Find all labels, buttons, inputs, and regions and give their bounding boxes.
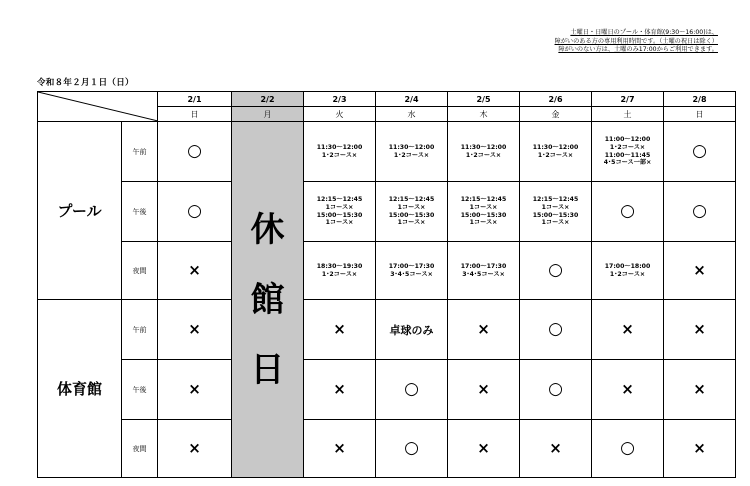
schedule-row [38, 182, 736, 242]
schedule-cell: ○ [520, 242, 592, 300]
schedule-cell: 17:00～18:00 1･2コース× [592, 242, 664, 300]
note-line-3: 障がいのない方は、土曜のみ17:00からご利用できます。 [558, 46, 718, 54]
day-dow-1: 月 [232, 107, 304, 122]
schedule-cell: × [664, 242, 736, 300]
date-label: 令和８年２月１日（日） [37, 78, 134, 88]
schedule-cell: × [448, 300, 520, 360]
schedule-cell: × [664, 420, 736, 478]
schedule-cell: × [664, 300, 736, 360]
schedule-cell: 12:15～12:45 1コース× 15:00～15:30 1コース× [520, 182, 592, 242]
schedule-cell: × [158, 360, 232, 420]
schedule-cell: 卓球のみ [376, 300, 448, 360]
schedule-cell: × [592, 300, 664, 360]
schedule-row [38, 420, 736, 478]
schedule-cell: ○ [158, 122, 232, 182]
schedule-cell: ○ [158, 182, 232, 242]
schedule-cell: × [304, 420, 376, 478]
note-line-1: 土曜日・日曜日のプール・体育館(9:30～16:00)は、 [570, 29, 718, 36]
schedule-cell: ○ [520, 300, 592, 360]
schedule-cell: × [304, 300, 376, 360]
schedule-cell: × [448, 420, 520, 478]
header-date-row [38, 92, 736, 107]
day-dow-6: 土 [592, 107, 664, 122]
schedule-row [38, 122, 736, 182]
schedule-cell: × [664, 360, 736, 420]
schedule-cell: × [158, 300, 232, 360]
header-corner [38, 92, 158, 122]
schedule-cell: 17:00～17:30 3･4･5コース× [448, 242, 520, 300]
schedule-cell: × [158, 242, 232, 300]
schedule-cell: 11:30～12:00 1･2コース× [376, 122, 448, 182]
day-date-2: 2/3 [304, 92, 376, 107]
day-dow-7: 日 [664, 107, 736, 122]
schedule-cell: × [520, 420, 592, 478]
schedule-table [37, 91, 736, 478]
schedule-cell: ○ [592, 420, 664, 478]
day-dow-2: 火 [304, 107, 376, 122]
schedule-cell: 11:30～12:00 1･2コース× [448, 122, 520, 182]
schedule-cell: 11:00～12:00 1･2コース× 11:00～11:45 4･5コース一部× [592, 122, 664, 182]
day-dow-4: 木 [448, 107, 520, 122]
closed-day-char: 日 [250, 349, 285, 390]
schedule-cell: ○ [664, 122, 736, 182]
schedule-cell: ○ [376, 360, 448, 420]
schedule-row [38, 242, 736, 300]
period-label: 午後 [122, 360, 158, 420]
corner-diagonal [38, 92, 158, 121]
facility-name: プール [38, 122, 122, 300]
day-date-3: 2/4 [376, 92, 448, 107]
schedule-cell: × [448, 360, 520, 420]
schedule-cell: 11:30～12:00 1･2コース× [520, 122, 592, 182]
day-dow-0: 日 [158, 107, 232, 122]
closed-day-text [232, 195, 303, 405]
schedule-cell: × [304, 360, 376, 420]
schedule-cell: ○ [592, 182, 664, 242]
day-dow-5: 金 [520, 107, 592, 122]
day-date-4: 2/5 [448, 92, 520, 107]
day-dow-3: 水 [376, 107, 448, 122]
schedule-cell: 12:15～12:45 1コース× 15:00～15:30 1コース× [448, 182, 520, 242]
period-label: 午前 [122, 300, 158, 360]
schedule-cell: ○ [520, 360, 592, 420]
schedule-cell: 17:00～17:30 3･4･5コース× [376, 242, 448, 300]
schedule-cell: 12:15～12:45 1コース× 15:00～15:30 1コース× [304, 182, 376, 242]
closed-day-char: 館 [250, 279, 285, 320]
period-label: 夜間 [122, 242, 158, 300]
schedule-cell: 18:30～19:30 1･2コース× [304, 242, 376, 300]
day-date-0: 2/1 [158, 92, 232, 107]
closed-day-char: 休 [250, 209, 285, 250]
schedule-cell: × [592, 360, 664, 420]
closed-day-cell [232, 122, 304, 478]
day-date-7: 2/8 [664, 92, 736, 107]
schedule-row [38, 360, 736, 420]
period-label: 午後 [122, 182, 158, 242]
schedule-cell: 11:30～12:00 1･2コース× [304, 122, 376, 182]
schedule-cell: ○ [664, 182, 736, 242]
schedule-cell: × [158, 420, 232, 478]
usage-note [418, 29, 718, 55]
schedule-cell: ○ [376, 420, 448, 478]
note-line-2: 障がいのある方の専用利用時間です。（土曜の祝日は除く） [554, 37, 718, 45]
facility-name: 体育館 [38, 300, 122, 478]
schedule-cell: 12:15～12:45 1コース× 15:00～15:30 1コース× [376, 182, 448, 242]
day-date-5: 2/6 [520, 92, 592, 107]
day-date-1: 2/2 [232, 92, 304, 107]
period-label: 午前 [122, 122, 158, 182]
period-label: 夜間 [122, 420, 158, 478]
schedule-row [38, 300, 736, 360]
day-date-6: 2/7 [592, 92, 664, 107]
